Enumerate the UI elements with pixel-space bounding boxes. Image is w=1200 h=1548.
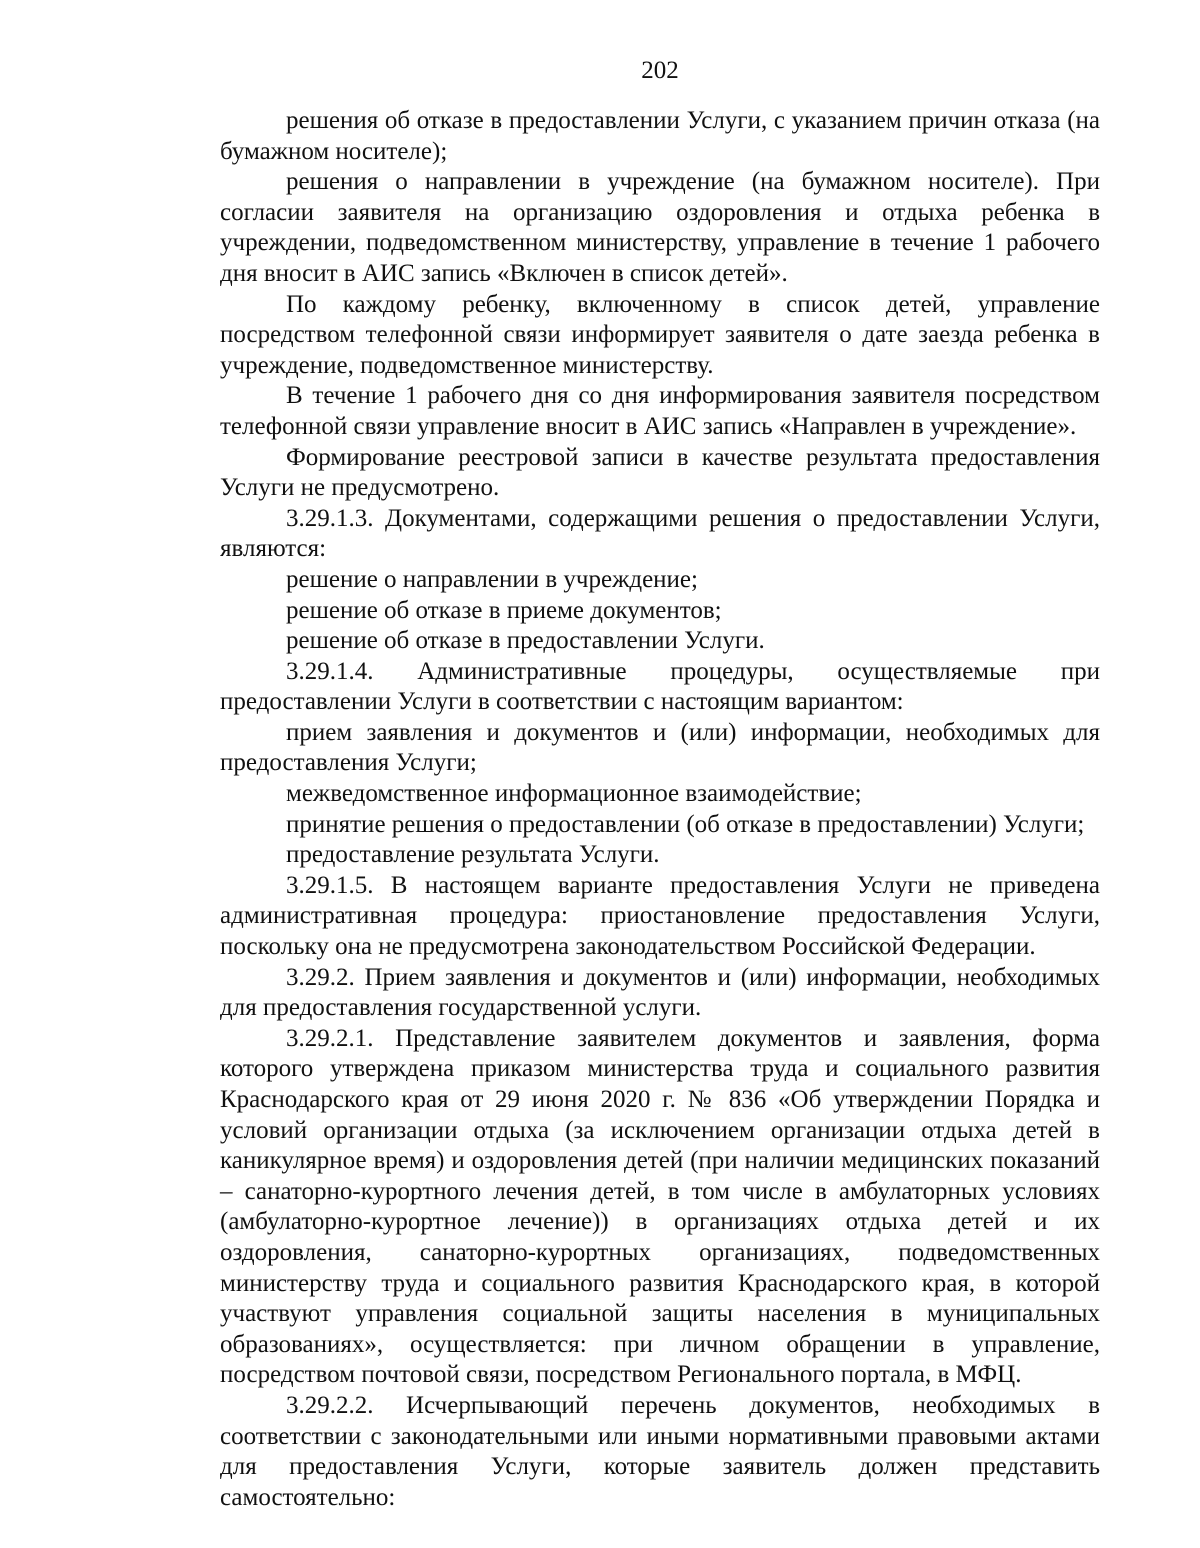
paragraph-3-29-2-2: 3.29.2.2. Исчерпывающий перечень документов, необходимых в соответствии с законодательными или иными нормативными правовыми актами для предоставления Услуги, которые заявитель должен представить самостоятельно: (220, 1391, 1100, 1511)
paragraph-3-29-1-3: 3.29.1.3. Документами, содержащими решения о предоставлении Услуги, являются: (220, 504, 1100, 563)
paragraph-ais-record: В течение 1 рабочего дня со дня информирования заявителя посредством телефонной связи управление вносит в АИС запись «Направлен в учреждение». (220, 382, 1100, 440)
paragraph-phone-informing: По каждому ребенку, включенному в список детей, управление посредством телефонной связи информирует заявителя о дате заезда ребенка в учреждение, подведомственное министерству. (220, 290, 1100, 379)
list-item-refusal-service: решение об отказе в предоставлении Услуги. (286, 627, 765, 655)
paragraph-3-29-2-1: 3.29.2.1. Представление заявителем документов и заявления, форма которого утверждена приказом министерства труда и социального развития Краснодарского края от 29 июня 2020 г. № 836 «Об утверждении Порядка и условий организации отдыха (за исключением организации отдыха детей в каникулярное время) и оздоровления детей (при наличии медицинских показаний – санаторно-курортного лечения детей, в том числе в амбулаторных условиях (амбулаторно-курортное лечение)) в организациях отдыха детей и их оздоровления, санаторно-курортных организациях, подведомственных министерству труда и социального развития Краснодарского края, в которой участвуют управления социальной защиты населения в муниципальных образованиях», осуществляется: при личном обращении в управление, посредством почтовой связи, посредством Регионального портала, в МФЦ. (220, 1024, 1100, 1389)
paragraph-3-29-1-5: 3.29.1.5. В настоящем варианте предоставления Услуги не приведена административная процедура: приостановление предоставления Услуги, поскольку она не предусмотрена законодательством Российской Федерации. (220, 871, 1100, 961)
list-item-refusal-documents: решение об отказе в приеме документов; (286, 596, 722, 624)
page-number: 202 (641, 57, 679, 84)
paragraph-refusal-decision: решения об отказе в предоставлении Услуги, с указанием причин отказа (на бумажном носителе); (220, 107, 1100, 165)
paragraph-registry-record: Формирование реестровой записи в качестве результата предоставления Услуги не предусмотрено. (220, 443, 1100, 502)
paragraph-3-29-2: 3.29.2. Прием заявления и документов и (или) информации, необходимых для предоставления государственной услуги. (220, 963, 1100, 1022)
list-item-interagency: межведомственное информационное взаимодействие; (286, 780, 862, 808)
list-item-referral: решение о направлении в учреждение; (286, 565, 698, 593)
list-item-application-intake: прием заявления и документов и (или) информации, необходимых для предоставления Услуги; (220, 718, 1100, 777)
paragraph-referral-decision: решения о направлении в учреждение (на бумажном носителе). При согласии заявителя на организацию оздоровления и отдыха ребенка в учреждении, подведомственном министерству, управление в течение 1 рабочего дня вносит в АИС запись «Включен в список детей». (220, 168, 1100, 287)
document-body (220, 106, 1100, 1513)
list-item-result: предоставление результата Услуги. (286, 841, 660, 869)
list-item-decision: принятие решения о предоставлении (об отказе в предоставлении) Услуги; (286, 810, 1085, 838)
paragraph-3-29-1-4: 3.29.1.4. Административные процедуры, осуществляемые при предоставлении Услуги в соответствии с настоящим вариантом: (220, 657, 1100, 716)
